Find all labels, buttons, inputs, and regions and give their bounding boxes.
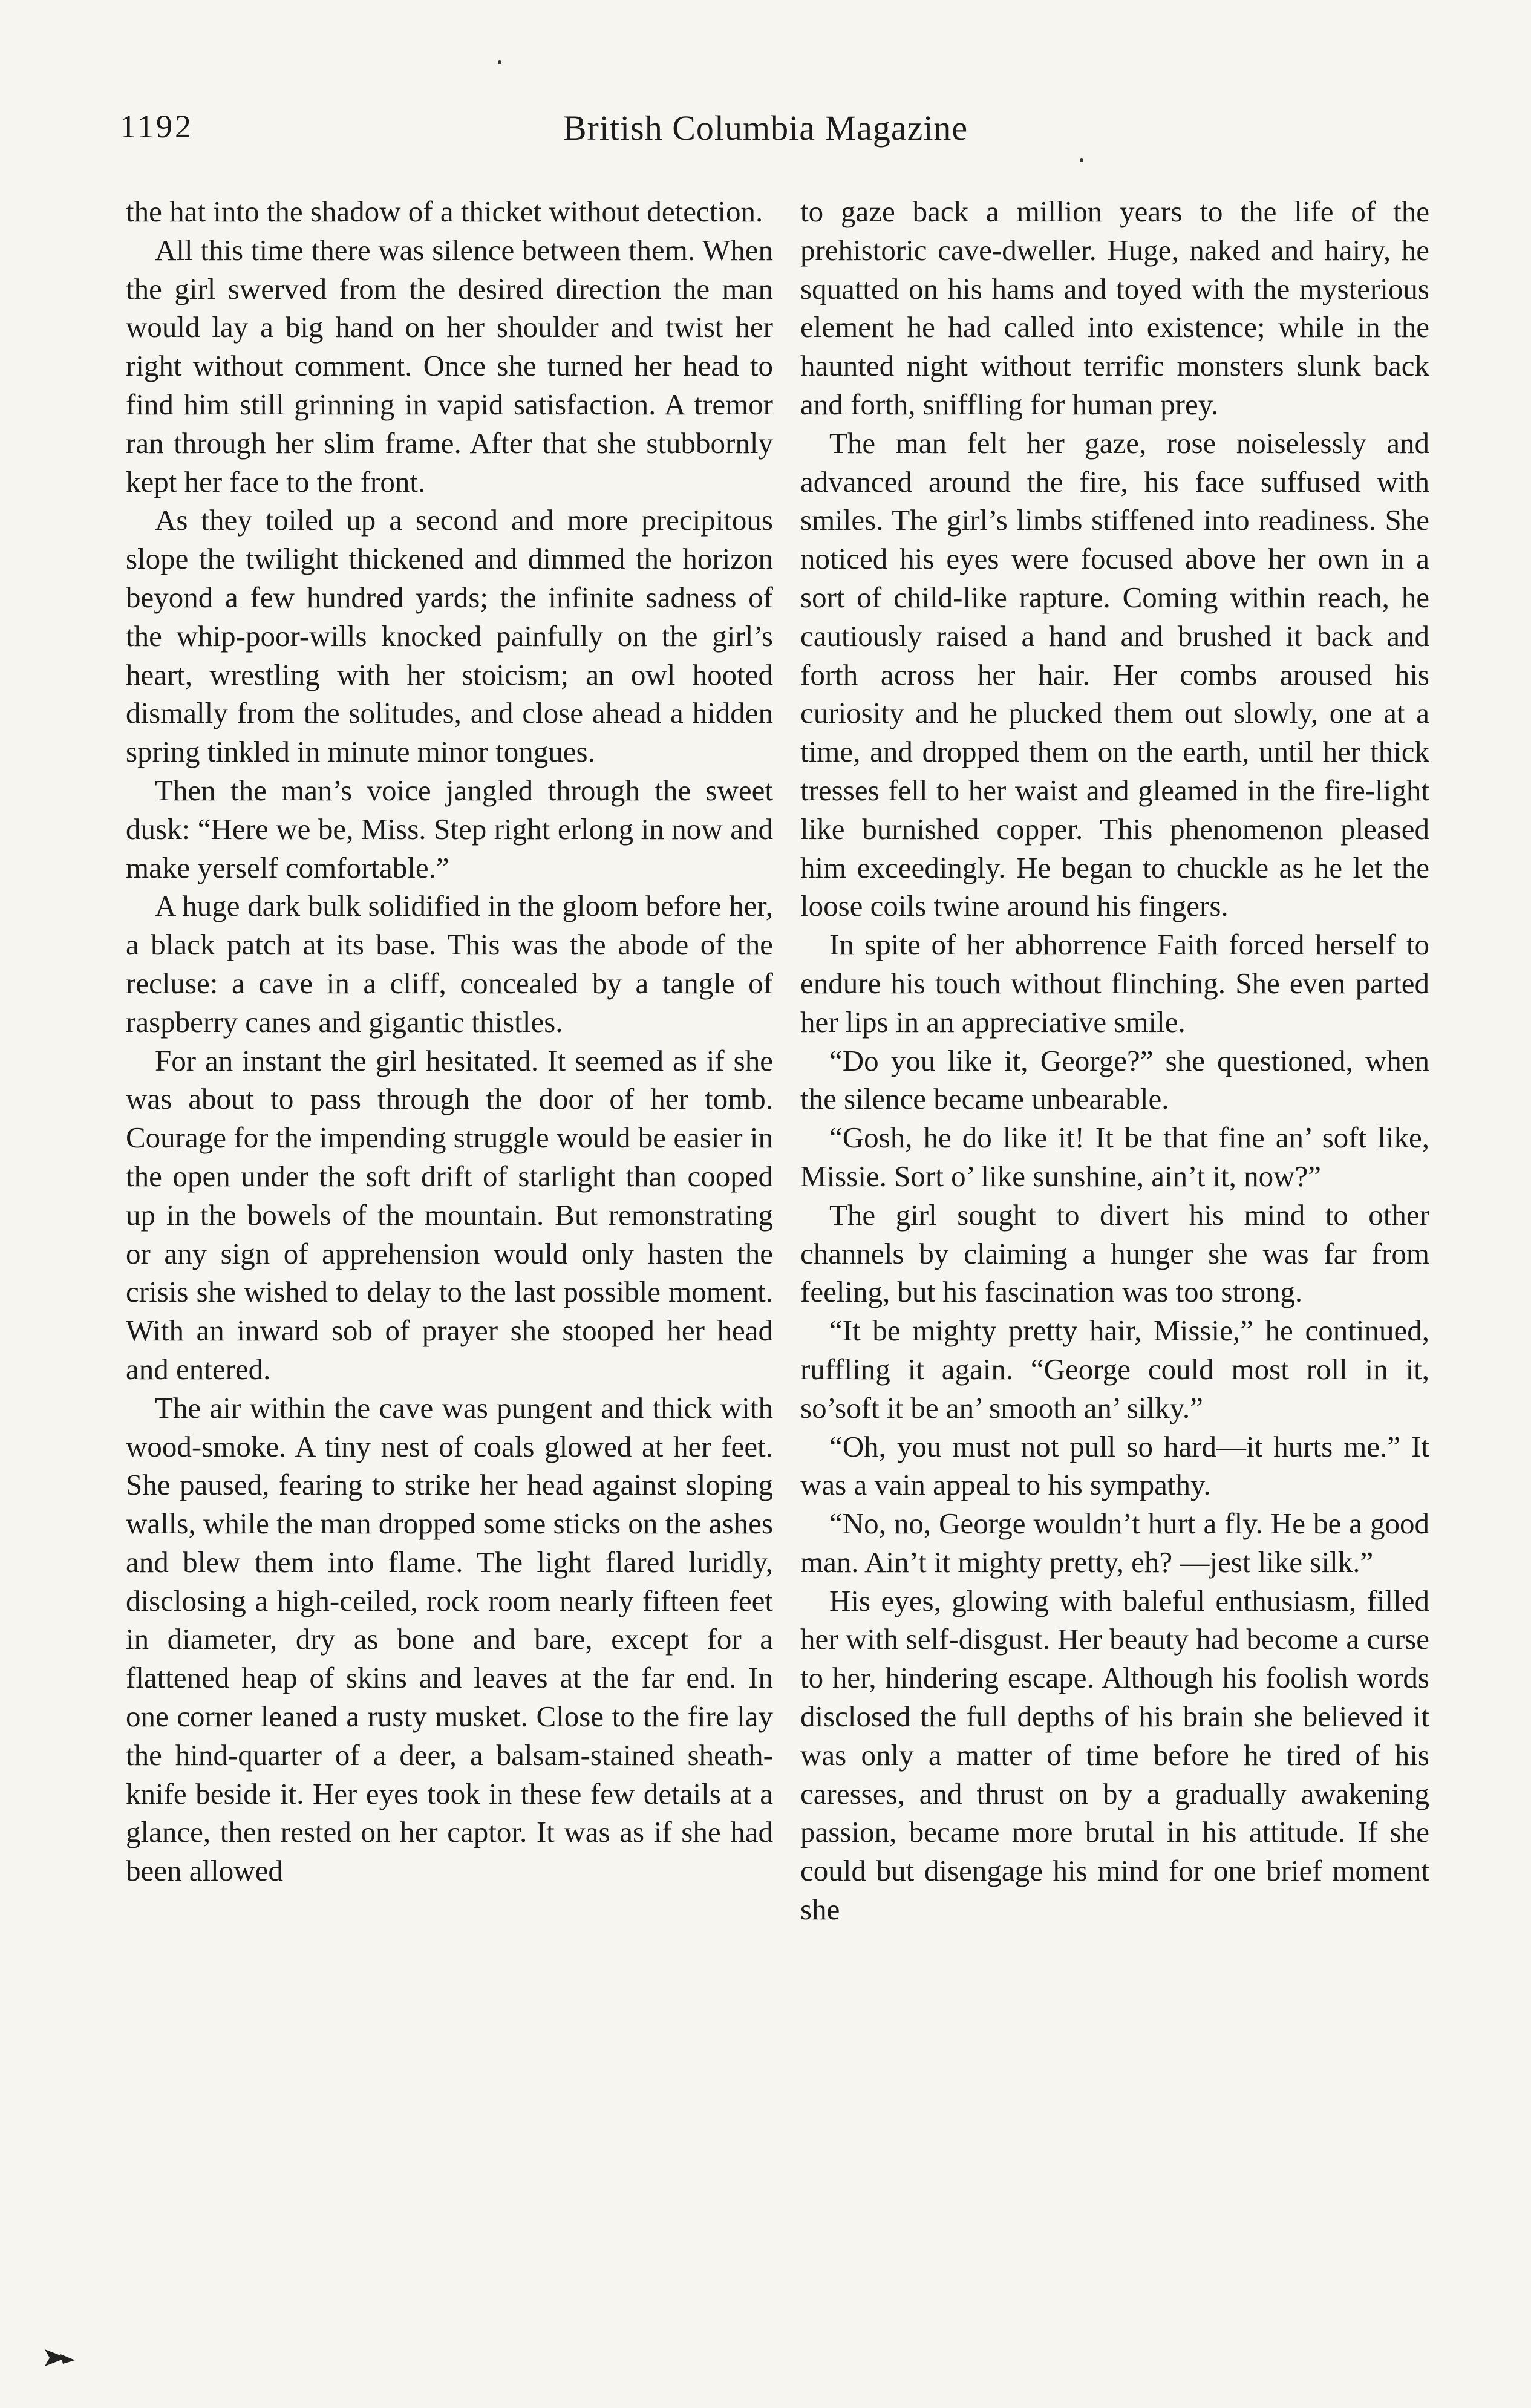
- paragraph: The man felt her gaze, rose noiselessly and advanced around the fire, his face suffused with smiles. The girl’s limbs stiffened into readiness. She noticed his eyes were focused above her own in a sort of child-like rapture. Coming within reach, he cautiously raised a hand and brushed it back and forth across her hair. Her combs aroused his curiosity and he plucked them out slowly, one at a time, and dropped them on the earth, until her thick tresses fell to her waist and gleamed in the fire-light like burnished copper. This phenomenon pleased him exceedingly. He began to chuckle as he let the loose coils twine around his fingers.: [800, 426, 1429, 923]
- paragraph: Then the man’s voice jangled through the sweet dusk: “Here we be, Miss. Step right erlong in now and make yerself comfortable.”: [126, 773, 773, 884]
- left-column: [126, 192, 773, 1890]
- paragraph: The girl sought to divert his mind to other channels by claiming a hunger she was far from feeling, but his fascination was too strong.: [800, 1198, 1429, 1309]
- paragraph: The air within the cave was pungent and thick with wood-smoke. A tiny nest of coals glowed at her feet. She paused, fearing to strike her head against sloping walls, while the man dropped some sticks on the ashes and blew them into flame. The light flared luridly, disclosing a high-ceiled, rock room nearly fifteen feet in diameter, dry as bone and bare, except for a flattened heap of skins and leaves at the far end. In one corner leaned a rusty musket. Close to the fire lay the hind-quarter of a deer, a balsam-stained sheath-knife beside it. Her eyes took in these few details at a glance, then rested on her captor. It was as if she had been allowed: [126, 1391, 773, 1888]
- speck-mark: [1080, 158, 1083, 162]
- page-header: [0, 108, 1531, 156]
- paragraph: His eyes, glowing with baleful enthusiasm, filled her with self-disgust. Her beauty had become a curse to her, hindering escape. Although his foolish words disclosed the full depths of his brain she believed it was only a matter of time before he tired of his caresses, and thrust on by a gradually awakening passion, became more brutal in his attitude. If she could but disengage his mind for one brief moment she: [800, 1584, 1429, 1927]
- paragraph: “It be mighty pretty hair, Missie,” he continued, ruffling it again. “George could most roll in it, so’soft it be an’ smooth an’ silky.”: [800, 1314, 1429, 1424]
- paragraph: All this time there was silence between them. When the girl swerved from the desired direction the man would lay a big hand on her shoulder and twist her right without comment. Once she turned her head to find him still grinning in vapid satisfaction. A tremor ran through her slim frame. After that she stubbornly kept her face to the front.: [126, 233, 773, 498]
- right-column: [800, 192, 1429, 1929]
- magazine-title: British Columbia Magazine: [563, 108, 968, 148]
- speck-mark: [498, 60, 501, 64]
- page-number: 1192: [120, 108, 194, 145]
- paragraph: In spite of her abhorrence Faith forced herself to endure his touch without flinching. She even parted her lips in an appreciative smile.: [800, 928, 1429, 1039]
- continue-arrow-icon: [42, 2346, 79, 2370]
- paragraph: For an instant the girl hesitated. It seemed as if she was about to pass through the door of her tomb. Courage for the impending struggle would be easier in the open under the soft drift of starlight than cooped up in the bowels of the mountain. But remonstrating or any sign of apprehension would only hasten the crisis she wished to delay to the last possible moment. With an inward sob of prayer she stooped her head and entered.: [126, 1043, 773, 1386]
- paragraph: A huge dark bulk solidified in the gloom before her, a black patch at its base. This was the abode of the recluse: a cave in a cliff, concealed by a tangle of raspberry canes and gigantic thistles.: [126, 889, 773, 1039]
- paragraph: to gaze back a million years to the life of the prehistoric cave-dweller. Huge, naked and hairy, he squatted on his hams and toyed with the mysterious element he had called into existence; while in the haunted night without terrific monsters slunk back and forth, sniffling for human prey.: [800, 195, 1429, 421]
- paragraph: “Oh, you must not pull so hard—it hurts me.” It was a vain appeal to his sympathy.: [800, 1429, 1429, 1502]
- paragraph: “Gosh, he do like it! It be that fine an’ soft like, Missie. Sort o’ like sunshine, ain’t it, now?”: [800, 1121, 1429, 1193]
- paragraph: As they toiled up a second and more precipitous slope the twilight thickened and dimmed the horizon beyond a few hundred yards; the infinite sadness of the whip-poor-wills knocked painfully on the girl’s heart, wrestling with her stoicism; an owl hooted dismally from the solitudes, and close ahead a hidden spring tinkled in minute minor tongues.: [126, 503, 773, 769]
- paragraph: the hat into the shadow of a thicket without detection.: [126, 195, 763, 228]
- paragraph: “Do you like it, George?” she questioned, when the silence became unbearable.: [800, 1043, 1429, 1116]
- paragraph: “No, no, George wouldn’t hurt a fly. He be a good man. Ain’t it mighty pretty, eh? —jest like silk.”: [800, 1507, 1429, 1579]
